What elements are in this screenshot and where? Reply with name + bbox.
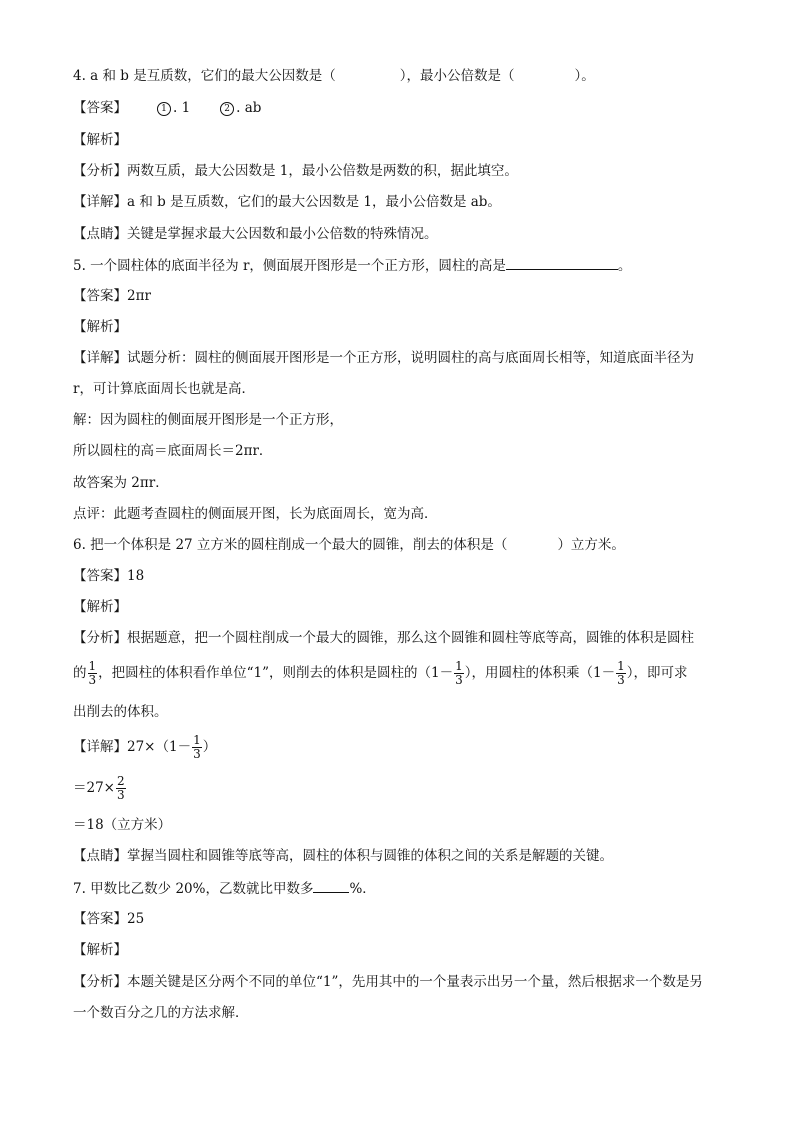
fenxi-line (73, 972, 734, 992)
calc-line (73, 771, 734, 805)
analysis-line (73, 130, 734, 150)
solution-line (73, 473, 734, 493)
question-text: 6. 把一个体积是 27 立方米的圆柱削成一个最大的圆锥，削去的体积是（ (73, 537, 508, 553)
fenxi-text: 根据题意，把一个圆柱削成一个最大的圆锥，那么这个圆锥和圆柱等底等高，圆锥的体积是圆柱 (127, 630, 694, 646)
xiangjie-line (73, 730, 734, 764)
calc-text: ＝18（立方米） (73, 817, 172, 833)
fraction-numerator: 2 (117, 774, 125, 788)
analysis-tag: 【解析】 (73, 599, 127, 615)
question-text: ）。 (574, 68, 595, 84)
fenxi-tag: 【分析】 (73, 974, 127, 990)
dianjing-line (73, 224, 734, 244)
fenxi-line (73, 628, 734, 648)
answer-line (73, 909, 734, 929)
xiangjie-text: 试题分析：圆柱的侧面展开图形是一个正方形，说明圆柱的高与底面周长相等，知道底面半径为 (127, 350, 694, 366)
question-text: %． (349, 881, 376, 897)
question-text: 4. a 和 b 是互质数，它们的最大公因数是（ (73, 68, 336, 84)
answer-tag: 【答案】 (73, 100, 127, 116)
answer-line (73, 286, 734, 306)
fenxi-text: ），即可求 (626, 665, 688, 681)
fraction (88, 660, 98, 687)
circled-number: 1 (157, 102, 171, 116)
fenxi-line (73, 1003, 734, 1023)
analysis-tag: 【解析】 (73, 942, 127, 958)
answer-tag: 【答案】 (73, 568, 127, 584)
answer-tag: 【答案】 (73, 911, 127, 927)
fraction-denominator: 3 (117, 788, 125, 802)
answer-blank (313, 878, 349, 893)
calc-text: ） (202, 739, 217, 755)
analysis-tag: 【解析】 (73, 319, 127, 335)
dianjing-text: 掌握当圆柱和圆锥等底等高，圆柱的体积与圆锥的体积之间的关系是解题的关键。 (127, 848, 613, 864)
circled-number: 2 (220, 102, 234, 116)
fraction-denominator: 3 (88, 673, 97, 687)
fenxi-tag: 【分析】 (73, 163, 127, 179)
analysis-tag: 【解析】 (73, 132, 127, 148)
answer-line (73, 98, 734, 118)
calc-line (73, 815, 734, 835)
fenxi-text: 本题关键是区分两个不同的单位“1”，先用其中的一个量表示出另一个量，然后根据求一个数是另 (127, 974, 703, 990)
fraction (454, 660, 464, 687)
question-text: 。 (617, 258, 632, 274)
fraction-numerator: 1 (193, 733, 201, 747)
fenxi-text: 一个数百分之几的方法求解． (73, 1005, 249, 1021)
fenxi-text: 出削去的体积。 (73, 704, 168, 720)
dianjing-line (73, 846, 734, 866)
analysis-line (73, 940, 734, 960)
solution-line (73, 441, 734, 461)
fenxi-text: ），用圆柱的体积乘（1－ (464, 665, 616, 681)
dianjing-tag: 【点睛】 (73, 226, 127, 242)
fenxi-line (73, 656, 734, 690)
fenxi-line (73, 702, 734, 722)
fenxi-line (73, 161, 734, 181)
fenxi-text: 的 (73, 665, 87, 681)
xiangjie-tag: 【详解】 (73, 739, 127, 755)
fraction-numerator: 1 (617, 659, 625, 673)
answer-tag: 【答案】 (73, 288, 127, 304)
fraction-denominator: 3 (193, 747, 201, 761)
xiangjie-tag: 【详解】 (73, 194, 127, 210)
question-5 (73, 255, 734, 276)
dianjing-text: 关键是掌握求最大公因数和最小公倍数的特殊情况。 (127, 226, 438, 242)
answer-blank (506, 255, 618, 270)
question-text: 7. 甲数比乙数少 20%，乙数就比甲数多 (73, 881, 314, 897)
solution-text: 解：因为圆柱的侧面展开图形是一个正方形， (73, 412, 343, 428)
fraction-numerator: 1 (455, 659, 463, 673)
question-text: ）立方米。 (557, 537, 625, 553)
xiangjie-line (73, 192, 734, 212)
answer-value: . 1 (173, 100, 191, 116)
fraction-denominator: 3 (617, 673, 625, 687)
comment-line (73, 504, 734, 524)
solution-text: 所以圆柱的高＝底面周长＝2πr． (73, 443, 273, 459)
answer-value: 2πr (127, 288, 151, 304)
solution-line (73, 410, 734, 430)
fraction (192, 734, 202, 761)
question-4 (73, 66, 734, 86)
comment-text: 点评：此题考查圆柱的侧面展开图，长为底面周长，宽为高． (73, 506, 438, 522)
xiangjie-line (73, 379, 734, 399)
calc-text: ＝27× (73, 780, 115, 796)
fenxi-text: ，把圆柱的体积看作单位“1”，则削去的体积是圆柱的（1－ (98, 665, 454, 681)
answer-value: . ab (236, 100, 262, 116)
calc-text: 27×（1－ (127, 739, 192, 755)
analysis-line (73, 317, 734, 337)
fraction-denominator: 3 (455, 673, 463, 687)
question-6 (73, 535, 734, 555)
fenxi-tag: 【分析】 (73, 630, 127, 646)
fenxi-text: 两数互质，最大公因数是 1，最小公倍数是两数的积，据此填空。 (127, 163, 518, 179)
xiangjie-text: r，可计算底面周长也就是高． (73, 381, 255, 397)
answer-value: 25 (127, 911, 145, 927)
dianjing-tag: 【点睛】 (73, 848, 127, 864)
question-7 (73, 878, 734, 899)
fraction (116, 775, 126, 802)
answer-value: 18 (127, 568, 145, 584)
answer-line (73, 566, 734, 586)
question-text: 5. 一个圆柱体的底面半径为 r，侧面展开图形是一个正方形，圆柱的高是 (73, 258, 506, 274)
xiangjie-line (73, 348, 734, 368)
fraction-numerator: 1 (88, 659, 97, 673)
question-text: ），最小公倍数是（ (399, 68, 515, 84)
xiangjie-text: a 和 b 是互质数，它们的最大公因数是 1，最小公倍数是 ab。 (127, 194, 501, 210)
solution-text: 故答案为 2πr． (73, 475, 169, 491)
fraction (616, 660, 626, 687)
xiangjie-tag: 【详解】 (73, 350, 127, 366)
analysis-line (73, 597, 734, 617)
